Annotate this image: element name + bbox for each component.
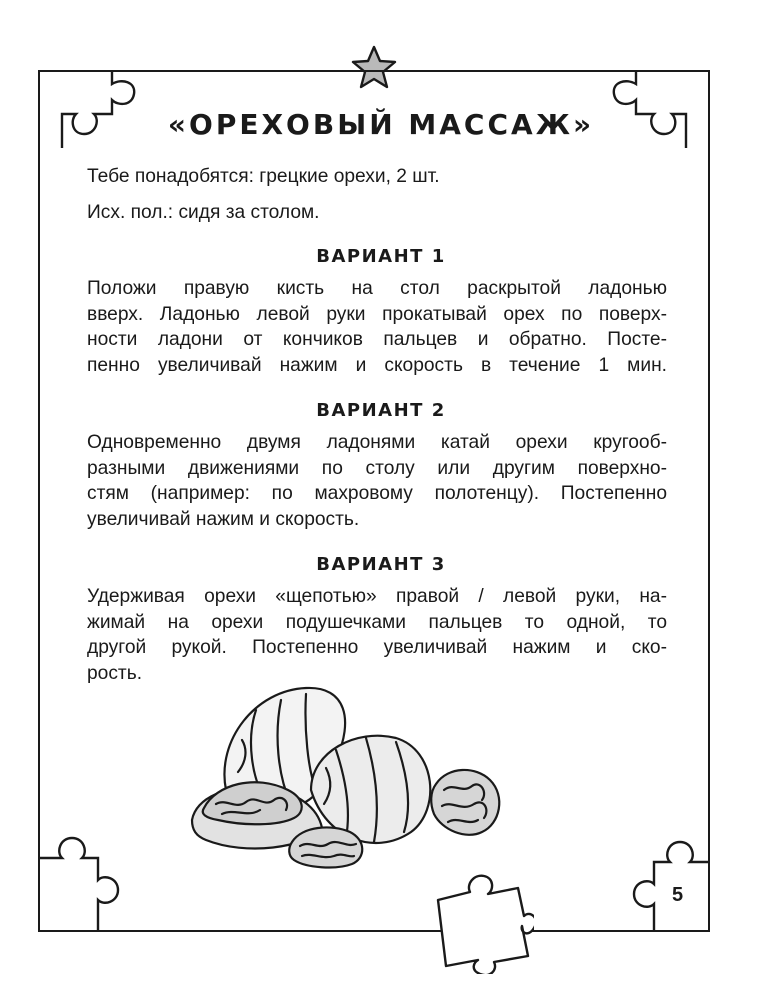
walnuts-illustration	[186, 680, 526, 870]
variant-3-heading: ВАРИАНТ 3	[316, 554, 446, 575]
text-line: Положи правую кисть на стол раскрытой ладонью	[87, 278, 667, 299]
needs-text: Тебе понадобятся: грецкие орехи, 2 шт.	[87, 166, 440, 187]
variant-3-text	[87, 584, 667, 686]
text-line: ности ладони от кончиков пальцев и обратно. Посте-	[87, 329, 667, 351]
variant-2-text	[87, 430, 667, 532]
text-line: стям (например: по махровому полотенцу). Постепенно	[87, 483, 667, 505]
text-line: рость.	[87, 662, 143, 684]
text-line: жимай на орехи подушечками пальцев то одной, то	[87, 611, 667, 633]
text-line: вверх. Ладонью левой руки прокатывай орех по поверх-	[87, 303, 667, 325]
puzzle-piece-icon	[430, 870, 534, 974]
text-line: Удерживая орехи «щепотью» правой / левой руки, на-	[87, 586, 667, 607]
puzzle-piece-icon	[38, 830, 142, 932]
text-line: пенно увеличивай нажим и скорость в течение 1 мин.	[87, 354, 667, 376]
text-line: разными движениями по столу или другим поверхно-	[87, 457, 667, 479]
variant-1-heading: ВАРИАНТ 1	[316, 246, 446, 267]
variant-1-text	[87, 276, 667, 378]
variant-2-heading: ВАРИАНТ 2	[316, 400, 446, 421]
text-line: Одновременно двумя ладонями катай орехи кругооб-	[87, 432, 667, 453]
puzzle-piece-icon	[606, 830, 710, 932]
text-line: другой рукой. Постепенно увеличивай нажим и ско-	[87, 637, 667, 659]
text-line: увеличивай нажим и скорость.	[87, 508, 360, 530]
page-number: 5	[672, 884, 684, 906]
page-title: «ОРЕХОВЫЙ МАССАЖ»	[167, 108, 595, 141]
start-position-text: Исх. пол.: сидя за столом.	[87, 202, 320, 223]
